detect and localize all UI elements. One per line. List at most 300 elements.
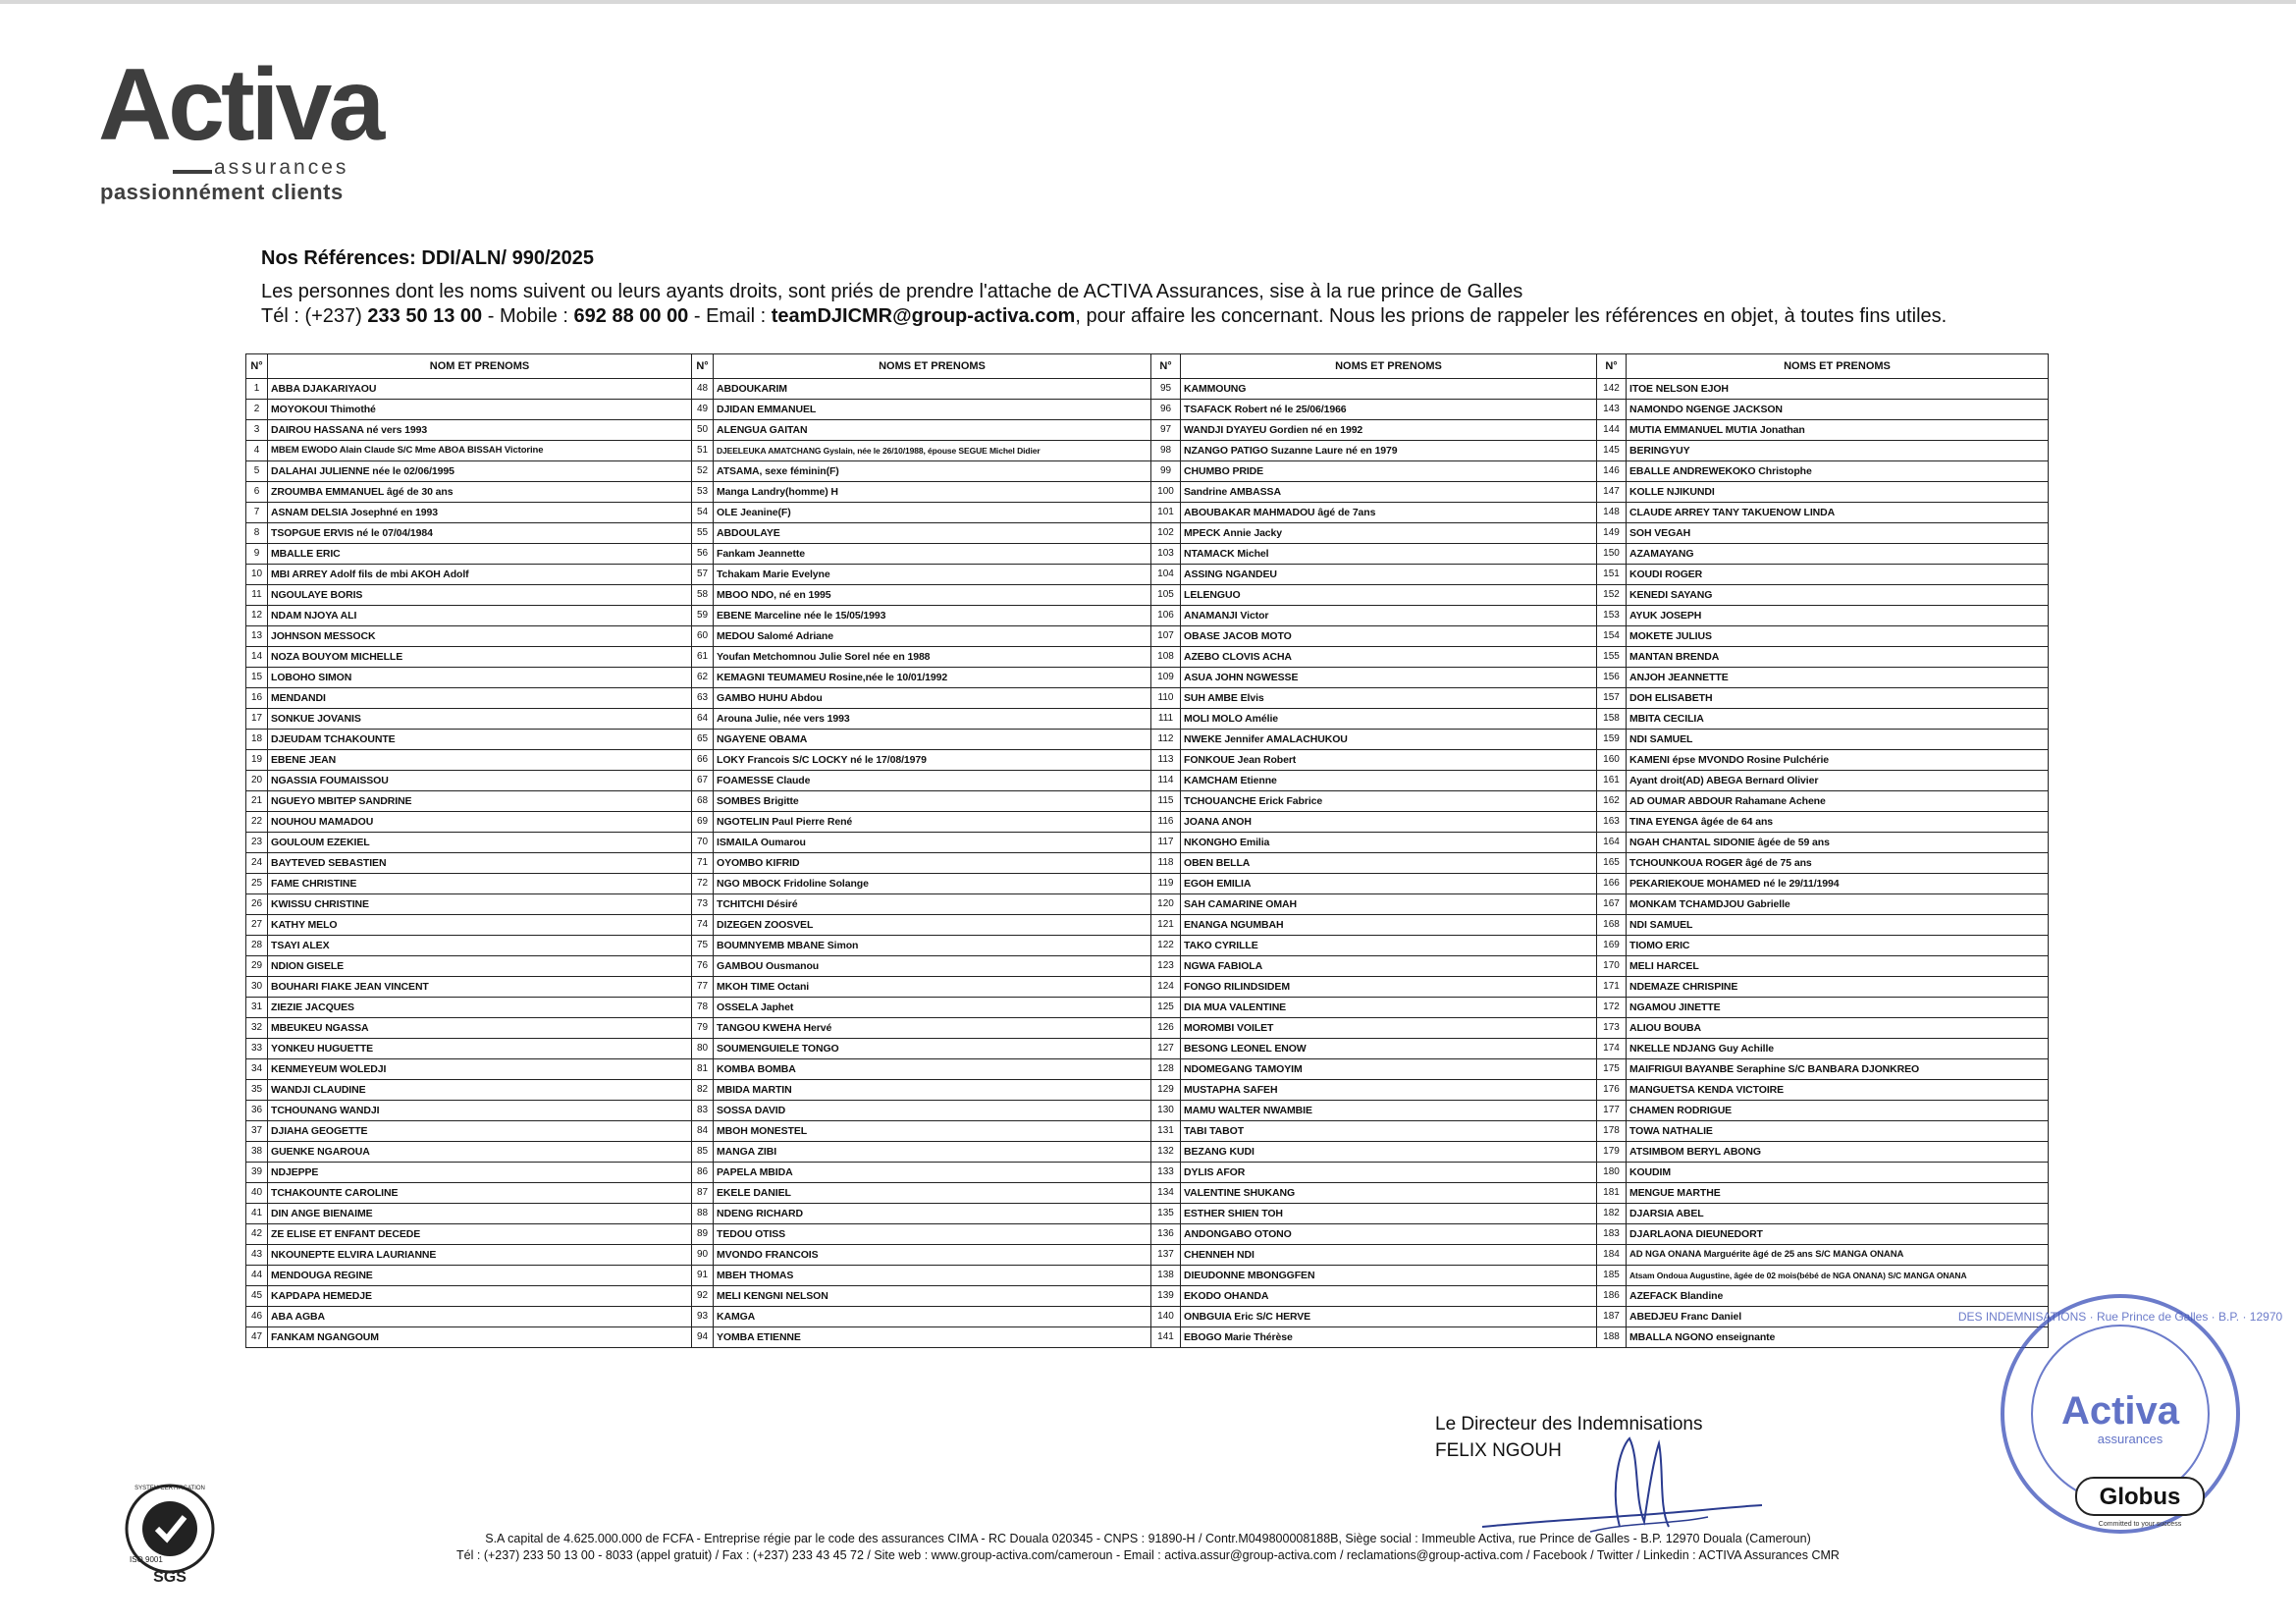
entry-name: BESONG LEONEL ENOW [1181,1039,1597,1059]
entry-name: PEKARIEKOUE MOHAMED né le 29/11/1994 [1627,874,2049,894]
entry-number: 64 [692,709,714,730]
entry-number: 50 [692,420,714,441]
entry-name: ONBGUIA Eric S/C HERVE [1181,1307,1597,1327]
entry-number: 42 [246,1224,268,1245]
entry-number: 113 [1151,750,1181,771]
entry-number: 178 [1597,1121,1627,1142]
table-row [246,585,2049,606]
entry-name: LOBOHO SIMON [268,668,692,688]
entry-name: CHAMEN RODRIGUE [1627,1101,2049,1121]
entry-number: 31 [246,998,268,1018]
entry-number: 138 [1151,1266,1181,1286]
entry-name: NOUHOU MAMADOU [268,812,692,833]
entry-number: 106 [1151,606,1181,626]
table-row [246,441,2049,461]
entry-number: 152 [1597,585,1627,606]
entry-number: 51 [692,441,714,461]
entry-number: 176 [1597,1080,1627,1101]
entry-number: 54 [692,503,714,523]
entry-name: TSOPGUE ERVIS né le 07/04/1984 [268,523,692,544]
entry-number: 183 [1597,1224,1627,1245]
entry-number: 21 [246,791,268,812]
entry-number: 88 [692,1204,714,1224]
entry-number: 17 [246,709,268,730]
table-row [246,709,2049,730]
entry-number: 122 [1151,936,1181,956]
entry-number: 145 [1597,441,1627,461]
entry-name: MAMU WALTER NWAMBIE [1181,1101,1597,1121]
entry-number: 23 [246,833,268,853]
entry-number: 90 [692,1245,714,1266]
entry-name: KENEDI SAYANG [1627,585,2049,606]
entry-name: MBALLA NGONO enseignante [1627,1327,2049,1348]
entry-name: TCHOUNANG WANDJI [268,1101,692,1121]
col-name-header: NOMS ET PRENOMS [1181,354,1597,379]
entry-name: MANTAN BRENDA [1627,647,2049,668]
entry-number: 163 [1597,812,1627,833]
entry-number: 12 [246,606,268,626]
entry-name: MENDOUGA REGINE [268,1266,692,1286]
table-row [246,750,2049,771]
entry-number: 94 [692,1327,714,1348]
entry-name: OSSELA Japhet [714,998,1151,1018]
entry-number: 62 [692,668,714,688]
entry-number: 142 [1597,379,1627,400]
entry-number: 104 [1151,565,1181,585]
table-row [246,482,2049,503]
entry-number: 65 [692,730,714,750]
entry-number: 109 [1151,668,1181,688]
table-row [246,874,2049,894]
table-row [246,1204,2049,1224]
entry-number: 103 [1151,544,1181,565]
entry-name: TAKO CYRILLE [1181,936,1597,956]
entry-name: ALIOU BOUBA [1627,1018,2049,1039]
entry-name: MBIDA MARTIN [714,1080,1151,1101]
entry-name: EGOH EMILIA [1181,874,1597,894]
entry-number: 85 [692,1142,714,1163]
entry-name: NKOUNEPTE ELVIRA LAURIANNE [268,1245,692,1266]
entry-number: 186 [1597,1286,1627,1307]
entry-name: KOMBA BOMBA [714,1059,1151,1080]
contact-email: teamDJICMR@group-activa.com [771,305,1076,327]
entry-name: KAMGA [714,1307,1151,1327]
entry-name: ABDOUKARIM [714,379,1151,400]
entry-number: 91 [692,1266,714,1286]
entry-number: 170 [1597,956,1627,977]
entry-number: 110 [1151,688,1181,709]
entry-number: 114 [1151,771,1181,791]
table-row [246,1327,2049,1348]
table-row [246,853,2049,874]
entry-number: 59 [692,606,714,626]
entry-number: 188 [1597,1327,1627,1348]
entry-name: Manga Landry(homme) H [714,482,1151,503]
table-row [246,1307,2049,1327]
entry-number: 58 [692,585,714,606]
entry-name: KOLLE NJIKUNDI [1627,482,2049,503]
entry-name: DJIDAN EMMANUEL [714,400,1151,420]
entry-name: ZROUMBA EMMANUEL âgé de 30 ans [268,482,692,503]
entry-number: 43 [246,1245,268,1266]
entry-name: KAMCHAM Etienne [1181,771,1597,791]
entry-name: SAH CAMARINE OMAH [1181,894,1597,915]
entry-number: 19 [246,750,268,771]
entry-number: 132 [1151,1142,1181,1163]
entry-number: 129 [1151,1080,1181,1101]
entry-number: 11 [246,585,268,606]
entry-name: KENMEYEUM WOLEDJI [268,1059,692,1080]
entry-name: KOUDI ROGER [1627,565,2049,585]
entry-name: NGO MBOCK Fridoline Solange [714,874,1151,894]
entry-number: 140 [1151,1307,1181,1327]
entry-number: 169 [1597,936,1627,956]
table-row [246,1286,2049,1307]
entry-name: OYOMBO KIFRID [714,853,1151,874]
entry-name: ASSING NGANDEU [1181,565,1597,585]
entry-name: AD OUMAR ABDOUR Rahamane Achene [1627,791,2049,812]
entry-name: KOUDIM [1627,1163,2049,1183]
col-num-header: N° [1597,354,1627,379]
table-row [246,915,2049,936]
entry-name: TABI TABOT [1181,1121,1597,1142]
entry-name: BAYTEVED SEBASTIEN [268,853,692,874]
entry-number: 116 [1151,812,1181,833]
entry-name: NDI SAMUEL [1627,915,2049,936]
entry-name: FOAMESSE Claude [714,771,1151,791]
entry-name: ANDONGABO OTONO [1181,1224,1597,1245]
entry-number: 6 [246,482,268,503]
entry-number: 123 [1151,956,1181,977]
entry-name: NDION GISELE [268,956,692,977]
logo-wordmark: Activa [98,48,382,162]
entry-number: 133 [1151,1163,1181,1183]
entry-name: Youfan Metchomnou Julie Sorel née en 1988 [714,647,1151,668]
table-row [246,894,2049,915]
entry-number: 99 [1151,461,1181,482]
entry-number: 28 [246,936,268,956]
company-stamp [1957,1276,2283,1551]
reference-line: Nos Références: DDI/ALN/ 990/2025 [261,247,595,269]
entry-number: 24 [246,853,268,874]
entry-number: 105 [1151,585,1181,606]
table-row [246,688,2049,709]
table-row [246,461,2049,482]
entry-name: AZEFACK Blandine [1627,1286,2049,1307]
entry-number: 79 [692,1018,714,1039]
entry-name: DYLIS AFOR [1181,1163,1597,1183]
entry-number: 134 [1151,1183,1181,1204]
entry-name: VALENTINE SHUKANG [1181,1183,1597,1204]
col-name-header: NOM ET PRENOMS [268,354,692,379]
entry-number: 71 [692,853,714,874]
iso-label: ISO 9001 [130,1555,163,1564]
entry-number: 171 [1597,977,1627,998]
entry-number: 56 [692,544,714,565]
entry-number: 180 [1597,1163,1627,1183]
entry-number: 160 [1597,750,1627,771]
entry-name: OBEN BELLA [1181,853,1597,874]
entry-number: 92 [692,1286,714,1307]
entry-name: JOHNSON MESSOCK [268,626,692,647]
phone-number: 233 50 13 00 [367,305,483,327]
entry-number: 70 [692,833,714,853]
entry-number: 135 [1151,1204,1181,1224]
entry-name: MBALLE ERIC [268,544,692,565]
entry-number: 25 [246,874,268,894]
entry-name: TCHOUNKOUA ROGER âgé de 75 ans [1627,853,2049,874]
intro-line-2: Tél : (+237) 233 50 13 00 - Mobile : 692 88 00 00 - Email : teamDJICMR@group-activa.com, pour affaire les concernant. Nous les prions de rappeler les références en objet, à toutes fins utiles. [261,305,1948,327]
table-row [246,977,2049,998]
entry-name: LOKY Francois S/C LOCKY né le 17/08/1979 [714,750,1151,771]
entry-name: OLE Jeanine(F) [714,503,1151,523]
table-row [246,1245,2049,1266]
entry-number: 185 [1597,1266,1627,1286]
entry-name: EBOGO Marie Thérèse [1181,1327,1597,1348]
entry-name: NGASSIA FOUMAISSOU [268,771,692,791]
entry-number: 156 [1597,668,1627,688]
entry-name: EKELE DANIEL [714,1183,1151,1204]
entry-name: FAME CHRISTINE [268,874,692,894]
entry-number: 2 [246,400,268,420]
entry-number: 97 [1151,420,1181,441]
entry-name: TCHOUANCHE Erick Fabrice [1181,791,1597,812]
entry-number: 126 [1151,1018,1181,1039]
entry-number: 15 [246,668,268,688]
table-row [246,400,2049,420]
entry-name: Ayant droit(AD) ABEGA Bernard Olivier [1627,771,2049,791]
entry-name: MOROMBI VOILET [1181,1018,1597,1039]
entry-name: ABBA DJAKARIYAOU [268,379,692,400]
entry-name: NKELLE NDJANG Guy Achille [1627,1039,2049,1059]
entry-number: 37 [246,1121,268,1142]
entry-name: WANDJI DYAYEU Gordien né en 1992 [1181,420,1597,441]
entry-number: 179 [1597,1142,1627,1163]
entry-number: 41 [246,1204,268,1224]
col-name-header: NOMS ET PRENOMS [714,354,1151,379]
entry-name: KEMAGNI TEUMAMEU Rosine,née le 10/01/1992 [714,668,1151,688]
entry-name: MOYOKOUI Thimothé [268,400,692,420]
entry-name: MKOH TIME Octani [714,977,1151,998]
entry-name: Tchakam Marie Evelyne [714,565,1151,585]
entry-name: NTAMACK Michel [1181,544,1597,565]
entry-name: MVONDO FRANCOIS [714,1245,1151,1266]
entry-number: 107 [1151,626,1181,647]
entry-number: 48 [692,379,714,400]
table-row [246,668,2049,688]
entry-name: ATSAMA, sexe féminin(F) [714,461,1151,482]
entry-number: 93 [692,1307,714,1327]
table-row [246,956,2049,977]
logo-tagline: passionnément clients [100,180,344,204]
entry-name: MOLI MOLO Amélie [1181,709,1597,730]
entry-name: FONGO RILINDSIDEM [1181,977,1597,998]
entry-name: DIA MUA VALENTINE [1181,998,1597,1018]
entry-number: 74 [692,915,714,936]
entry-name: NWEKE Jennifer AMALACHUKOU [1181,730,1597,750]
entry-name: NGAH CHANTAL SIDONIE âgée de 59 ans [1627,833,2049,853]
entry-name: NDI SAMUEL [1627,730,2049,750]
entry-name: OBASE JACOB MOTO [1181,626,1597,647]
entry-name: NGWA FABIOLA [1181,956,1597,977]
table-row [246,626,2049,647]
entry-number: 87 [692,1183,714,1204]
entry-number: 187 [1597,1307,1627,1327]
table-row [246,1101,2049,1121]
entry-number: 86 [692,1163,714,1183]
col-num-header: N° [1151,354,1181,379]
entry-name: ESTHER SHIEN TOH [1181,1204,1597,1224]
entry-name: BERINGYUY [1627,441,2049,461]
entry-name: TEDOU OTISS [714,1224,1151,1245]
entry-number: 1 [246,379,268,400]
entry-name: MONKAM TCHAMDJOU Gabrielle [1627,894,2049,915]
entry-number: 30 [246,977,268,998]
entry-name: NDEMAZE CHRISPINE [1627,977,2049,998]
table-row [246,503,2049,523]
entry-name: DOH ELISABETH [1627,688,2049,709]
entry-number: 128 [1151,1059,1181,1080]
entry-name: TCHAKOUNTE CAROLINE [268,1183,692,1204]
entry-number: 66 [692,750,714,771]
table-row [246,1183,2049,1204]
entry-number: 26 [246,894,268,915]
entry-name: ABEDJEU Franc Daniel [1627,1307,2049,1327]
entry-number: 81 [692,1059,714,1080]
entry-number: 161 [1597,771,1627,791]
entry-name: KATHY MELO [268,915,692,936]
table-row [246,1039,2049,1059]
entry-number: 164 [1597,833,1627,853]
entry-number: 22 [246,812,268,833]
entry-number: 158 [1597,709,1627,730]
table-header-row [246,354,2049,379]
entry-name: TANGOU KWEHA Hervé [714,1018,1151,1039]
entry-number: 36 [246,1101,268,1121]
entry-number: 120 [1151,894,1181,915]
entry-number: 40 [246,1183,268,1204]
stamp-sub: assurances [2097,1432,2163,1446]
entry-name: ASNAM DELSIA Josephné en 1993 [268,503,692,523]
entry-number: 52 [692,461,714,482]
entry-name: MBEM EWODO Alain Claude S/C Mme ABOA BISSAH Victorine [268,441,692,461]
entry-number: 84 [692,1121,714,1142]
entry-name: KWISSU CHRISTINE [268,894,692,915]
entry-number: 111 [1151,709,1181,730]
entry-name: NOZA BOUYOM MICHELLE [268,647,692,668]
entry-number: 8 [246,523,268,544]
entry-number: 131 [1151,1121,1181,1142]
entry-number: 35 [246,1080,268,1101]
entry-name: PAPELA MBIDA [714,1163,1151,1183]
entry-name: TCHITCHI Désiré [714,894,1151,915]
footer-legal-line: S.A capital de 4.625.000.000 de FCFA - Entreprise régie par le code des assurances CIMA - RC Douala 020345 - CNPS : 91890-H / Contr.M049800008188B, Siège social : Immeuble Activa, rue Prince de Galles - B.P. 12970 Douala (Cameroun) [485,1532,1811,1545]
table-row [246,730,2049,750]
entry-name: MELI HARCEL [1627,956,2049,977]
entry-name: ABOUBAKAR MAHMADOU âgé de 7ans [1181,503,1597,523]
entry-number: 20 [246,771,268,791]
entry-name: MENDANDI [268,688,692,709]
entry-number: 5 [246,461,268,482]
entry-number: 89 [692,1224,714,1245]
entry-name: DALAHAI JULIENNE née le 02/06/1995 [268,461,692,482]
entry-name: NGAMOU JINETTE [1627,998,2049,1018]
entry-number: 46 [246,1307,268,1327]
table-row [246,379,2049,400]
entry-name: DJARLAONA DIEUNEDORT [1627,1224,2049,1245]
entry-number: 68 [692,791,714,812]
entry-name: NKONGHO Emilia [1181,833,1597,853]
entry-name: EBENE JEAN [268,750,692,771]
entry-name: BOUHARI FIAKE JEAN VINCENT [268,977,692,998]
entry-name: DJEUDAM TCHAKOUNTE [268,730,692,750]
entry-name: DJARSIA ABEL [1627,1204,2049,1224]
entry-number: 148 [1597,503,1627,523]
entry-name: AZEBO CLOVIS ACHA [1181,647,1597,668]
entry-name: SONKUE JOVANIS [268,709,692,730]
entry-number: 96 [1151,400,1181,420]
entry-name: JOANA ANOH [1181,812,1597,833]
entry-name: MOKETE JULIUS [1627,626,2049,647]
entry-name: NAMONDO NGENGE JACKSON [1627,400,2049,420]
entry-name: KAMMOUNG [1181,379,1597,400]
entry-number: 119 [1151,874,1181,894]
entry-number: 165 [1597,853,1627,874]
entry-number: 76 [692,956,714,977]
table-row [246,1018,2049,1039]
entry-name: MANGUETSA KENDA VICTOIRE [1627,1080,2049,1101]
entry-number: 175 [1597,1059,1627,1080]
table-row [246,647,2049,668]
entry-number: 73 [692,894,714,915]
entry-name: EBALLE ANDREWEKOKO Christophe [1627,461,2049,482]
entry-number: 72 [692,874,714,894]
col-num-header: N° [692,354,714,379]
entry-number: 4 [246,441,268,461]
entry-name: MEDOU Salomé Adriane [714,626,1151,647]
globus-logo: Globus [2099,1484,2181,1510]
entry-name: AZAMAYANG [1627,544,2049,565]
entry-name: MBEUKEU NGASSA [268,1018,692,1039]
entry-number: 177 [1597,1101,1627,1121]
entry-name: DAIROU HASSANA né vers 1993 [268,420,692,441]
entry-number: 95 [1151,379,1181,400]
entry-name: ABDOULAYE [714,523,1151,544]
entry-number: 125 [1151,998,1181,1018]
entry-name: MELI KENGNI NELSON [714,1286,1151,1307]
entry-number: 98 [1151,441,1181,461]
entry-name: FANKAM NGANGOUM [268,1327,692,1348]
entry-number: 49 [692,400,714,420]
entry-name: EKODO OHANDA [1181,1286,1597,1307]
entry-name: DJIAHA GEOGETTE [268,1121,692,1142]
entry-name: ZE ELISE ET ENFANT DECEDE [268,1224,692,1245]
entry-name: DIZEGEN ZOOSVEL [714,915,1151,936]
col-name-header: NOMS ET PRENOMS [1627,354,2049,379]
table-row [246,523,2049,544]
table-body [246,379,2049,1348]
entry-number: 7 [246,503,268,523]
entry-number: 29 [246,956,268,977]
entry-name: AYUK JOSEPH [1627,606,2049,626]
entry-name: SOUMENGUIELE TONGO [714,1039,1151,1059]
entry-number: 143 [1597,400,1627,420]
table-row [246,1080,2049,1101]
entry-number: 63 [692,688,714,709]
sgs-label: SGS [153,1569,187,1586]
handwritten-signature [1472,1429,1767,1546]
entry-name: TIOMO ERIC [1627,936,2049,956]
